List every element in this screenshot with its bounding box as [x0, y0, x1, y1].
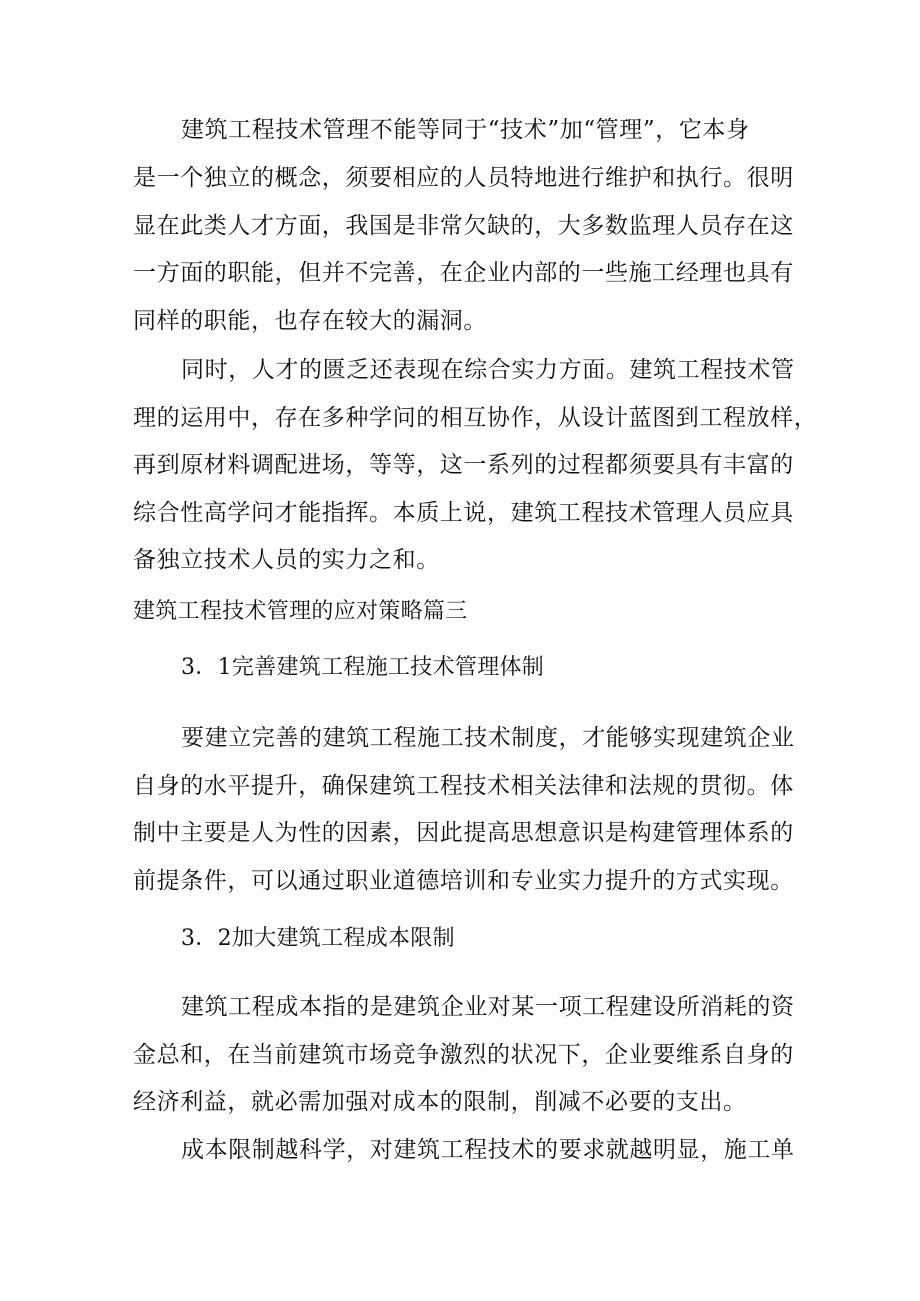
paragraph-1-line-2: 是一个独立的概念，须要相应的人员特地进行维护和执行。很明: [133, 165, 794, 191]
paragraph-2-line-3: 再到原材料调配进场，等等，这一系列的过程都须要具有丰富的: [133, 452, 794, 478]
paragraph-3-line-4: 前提条件，可以通过职业道德培训和专业实力提升的方式实现。: [133, 868, 794, 894]
paragraph-2-line-4: 综合性高学问才能指挥。本质上说，建筑工程技术管理人员应具: [133, 500, 794, 526]
paragraph-3-line-1: 要建立完善的建筑工程施工技术制度，才能够实现建筑企业: [181, 725, 795, 751]
paragraph-2-line-2: 理的运用中，存在多种学问的相互协作，从设计蓝图到工程放样，: [133, 405, 818, 431]
paragraph-5-line-1: 成本限制越科学，对建筑工程技术的要求就越明显，施工单: [181, 1137, 795, 1163]
paragraph-4-line-2: 金总和，在当前建筑市场竞争激烈的状况下，企业要维系自身的: [133, 1042, 794, 1068]
paragraph-2-line-1: 同时，人才的匮乏还表现在综合实力方面。建筑工程技术管: [181, 357, 795, 383]
paragraph-1-line-1: 建筑工程技术管理不能等同于“技术”加“管理”，它本身: [181, 117, 750, 143]
paragraph-1-line-3: 显在此类人才方面，我国是非常欠缺的，大多数监理人员存在这: [133, 213, 794, 239]
paragraph-1-line-4: 一方面的职能，但并不完善，在企业内部的一些施工经理也具有: [133, 260, 794, 286]
subheading-3-2: 3．2加大建筑工程成本限制: [181, 926, 455, 951]
paragraph-4-line-1: 建筑工程成本指的是建筑企业对某一项工程建设所消耗的资: [181, 994, 795, 1020]
paragraph-4-line-3: 经济利益，就必需加强对成本的限制，削减不必要的支出。: [133, 1089, 747, 1115]
subheading-3-1: 3．1完善建筑工程施工技术管理体制: [181, 655, 545, 680]
paragraph-3-line-2: 自身的水平提升，确保建筑工程技术相关法律和法规的贯彻。体: [133, 773, 794, 799]
paragraph-1-line-5: 同样的职能，也存在较大的漏洞。: [133, 308, 487, 334]
section-title: 建筑工程技术管理的应对策略篇三: [133, 599, 468, 624]
paragraph-3-line-3: 制中主要是人为性的因素，因此提高思想意识是构建管理体系的: [133, 820, 794, 846]
paragraph-2-line-5: 备独立技术人员的实力之和。: [133, 547, 440, 573]
